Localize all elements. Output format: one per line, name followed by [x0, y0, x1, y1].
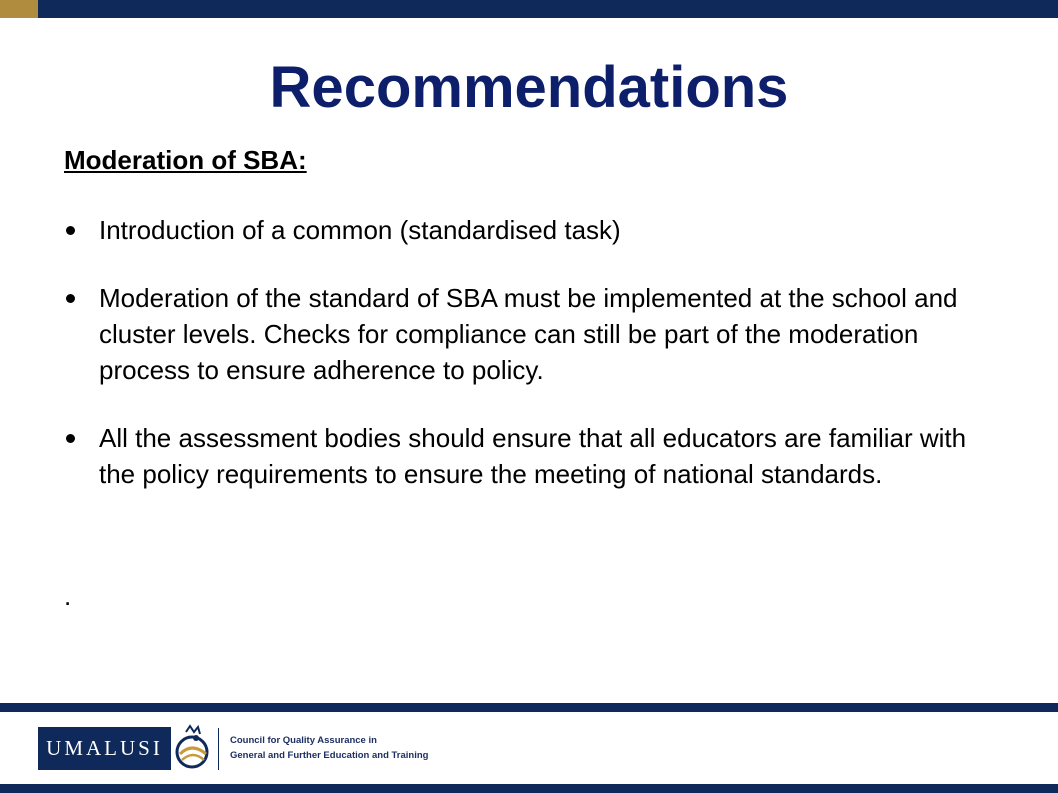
bullet-item	[64, 280, 1004, 388]
umalusi-logo: UMALUSI	[38, 727, 171, 770]
tagline-line: General and Further Education and Training	[230, 750, 429, 761]
bullet-dot-icon	[66, 226, 75, 235]
bullet-text: Moderation of the standard of SBA must be implemented at the school and cluster levels. Checks for compliance can still be part of the moderation process to ensure adherence to policy.	[99, 283, 958, 385]
logo-divider	[218, 728, 219, 770]
section-subheading: Moderation of SBA:	[64, 145, 307, 175]
top-accent-block	[0, 0, 38, 18]
bullet-item	[64, 212, 1004, 248]
bullet-text: Introduction of a common (standardised task)	[99, 215, 621, 245]
umalusi-emblem-icon	[172, 724, 214, 772]
bullet-item	[64, 420, 1004, 492]
bullet-list	[64, 212, 1004, 524]
footer-top-rule	[0, 703, 1058, 712]
tagline-line: Council for Quality Assurance in	[230, 735, 377, 746]
bullet-dot-icon	[66, 294, 75, 303]
bullet-dot-icon	[66, 434, 75, 443]
organization-tagline	[230, 733, 428, 763]
trailing-period: .	[64, 581, 72, 611]
top-banner-bar	[0, 0, 1058, 18]
slide-title: Recommendations	[269, 55, 789, 120]
bullet-text: All the assessment bodies should ensure that all educators are familiar with the policy requirements to ensure the meeting of national standards.	[99, 423, 967, 489]
bottom-banner-bar	[0, 784, 1058, 793]
